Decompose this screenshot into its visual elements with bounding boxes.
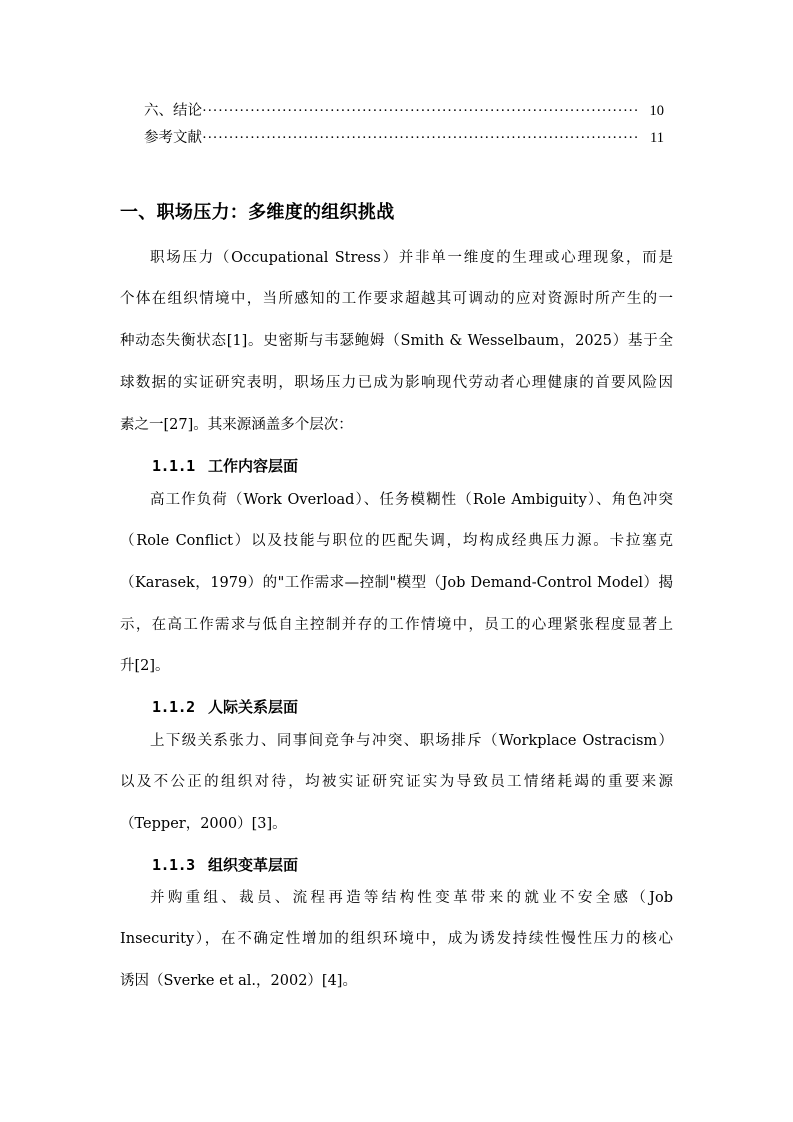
paragraph-line: 高工作负荷（Work Overload）、任务模糊性（Role Ambiguity）、角色冲突 [150,492,673,508]
subsection-heading-1-1-3 [152,854,298,875]
paragraph-line: （Role Conflict）以及技能与职位的匹配失调，均构成经典压力源。卡拉塞克 [120,533,673,549]
paragraph-line: 个体在组织情境中，当所感知的工作要求超越其可调动的应对资源时所产生的一 [120,291,673,307]
paragraph-line: 示，在高工作需求与低自主控制并存的工作情境中，员工的心理紧张程度显著上 [120,617,673,633]
toc-page-number: 11 [650,130,664,146]
subsection-title: 工作内容层面 [208,457,299,475]
toc-entry-title: 参考文献 [144,130,202,146]
table-of-contents [144,99,664,153]
paragraph-line: 上下级关系张力、同事间竞争与冲突、职场排斥（Workplace Ostracism） [150,733,673,749]
paragraph-line: （Tepper，2000）[3]。 [120,816,287,832]
subsection-number: 1.1.1 [152,457,195,475]
toc-entry-conclusion[interactable] [144,99,664,126]
toc-entry-references[interactable] [144,126,664,153]
paragraph-line: （Karasek，1979）的"工作需求—控制"模型（Job Demand-Control Model）揭 [120,575,673,591]
paragraph-line: 职场压力（Occupational Stress）并非单一维度的生理或心理现象，而是 [150,250,673,266]
subsection-heading-1-1-1 [152,455,298,476]
paragraph-line: 种动态失衡状态[1]。史密斯与韦瑟鲍姆（Smith & Wesselbaum，2025）基于全 [120,333,673,349]
paragraph-line: 诱因（Sverke et al.，2002）[4]。 [120,973,357,989]
paragraph-line: Insecurity），在不确定性增加的组织环境中，成为诱发持续性慢性压力的核心 [120,931,673,947]
paragraph-line: 球数据的实证研究表明，职场压力已成为影响现代劳动者心理健康的首要风险因 [120,375,673,391]
paragraph-line: 素之一[27]。其来源涵盖多个层次： [120,417,353,433]
paragraph-line: 并购重组、裁员、流程再造等结构性变革带来的就业不安全感（Job [150,890,673,906]
toc-leader-dots [202,103,638,120]
toc-entry-title: 六、结论 [144,103,202,119]
paragraph-line: 升[2]。 [120,658,170,674]
toc-page-number: 10 [649,103,664,119]
subsection-title: 组织变革层面 [208,856,299,874]
subsection-number: 1.1.3 [152,856,195,874]
toc-leader-dots [202,130,638,147]
subsection-number: 1.1.2 [152,698,195,716]
subsection-title: 人际关系层面 [208,698,299,716]
section-heading: 一、职场压力：多维度的组织挑战 [120,202,395,223]
subsection-heading-1-1-2 [152,696,298,717]
paragraph-line: 以及不公正的组织对待，均被实证研究证实为导致员工情绪耗竭的重要来源 [120,774,673,790]
